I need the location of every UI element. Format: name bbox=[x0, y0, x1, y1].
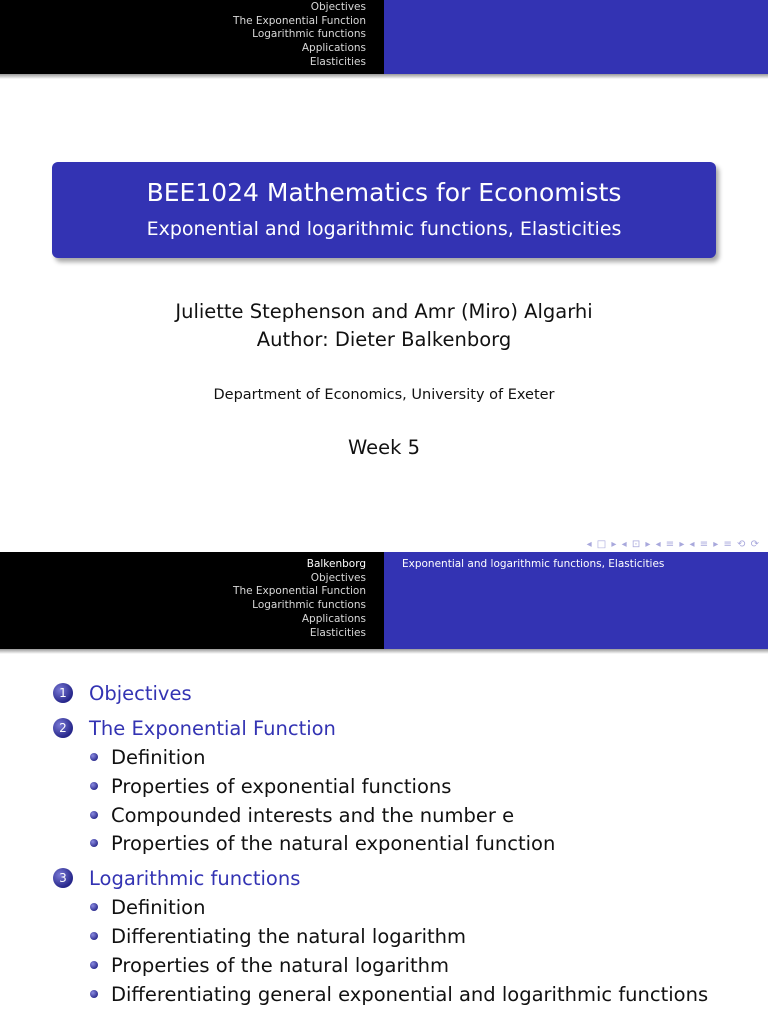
header-section-exponential[interactable]: The Exponential Function bbox=[233, 585, 366, 598]
header-section-elasticities[interactable]: Elasticities bbox=[309, 626, 366, 639]
toc-subsection-label: Properties of exponential functions bbox=[111, 774, 452, 798]
toc-section-objectives[interactable] bbox=[53, 680, 192, 706]
toc-section-exponential[interactable] bbox=[53, 715, 336, 741]
bullet-icon bbox=[90, 753, 98, 761]
presenters: Juliette Stephenson and Amr (Miro) Algarhi bbox=[175, 300, 593, 323]
section-number-ball: 3 bbox=[53, 868, 73, 888]
header-section-list bbox=[0, 0, 384, 74]
toc-subsection-label: Differentiating general exponential and logarithmic functions bbox=[111, 982, 709, 1006]
header-section-logarithmic[interactable]: Logarithmic functions bbox=[252, 28, 366, 41]
header-section-logarithmic[interactable]: Logarithmic functions bbox=[252, 599, 366, 612]
header-section-objectives[interactable]: Objectives bbox=[310, 571, 366, 584]
toc-subsection-label: Definition bbox=[111, 745, 206, 769]
presentation-title: BEE1024 Mathematics for Economists bbox=[146, 178, 622, 207]
toc-subsection-label: Differentiating the natural logarithm bbox=[111, 924, 467, 948]
toc-subsection[interactable] bbox=[90, 744, 205, 770]
toc-subsection[interactable] bbox=[90, 981, 708, 1007]
toc-subsection-label: Definition bbox=[111, 895, 206, 919]
header-title-panel bbox=[384, 0, 768, 74]
header-short-title: Exponential and logarithmic functions, Elasticities bbox=[402, 558, 665, 570]
bullet-icon bbox=[90, 961, 98, 969]
header-section-list bbox=[0, 552, 384, 649]
bullet-icon bbox=[90, 990, 98, 998]
toc-section-label: Objectives bbox=[89, 681, 192, 705]
header-section-applications[interactable]: Applications bbox=[301, 42, 366, 55]
week-label: Week 5 bbox=[347, 436, 421, 459]
title-box bbox=[52, 162, 716, 258]
toc-section-label: The Exponential Function bbox=[89, 716, 336, 740]
toc-subsection[interactable] bbox=[90, 952, 449, 978]
slide-header bbox=[0, 0, 768, 74]
toc-section-label: Logarithmic functions bbox=[89, 866, 301, 890]
bullet-icon bbox=[90, 932, 98, 940]
outline-slide bbox=[0, 552, 768, 1024]
header-title-panel bbox=[384, 552, 768, 649]
header-shadow bbox=[0, 74, 768, 79]
header-section-exponential[interactable]: The Exponential Function bbox=[233, 14, 366, 27]
toc-subsection-label: Properties of the natural logarithm bbox=[111, 953, 449, 977]
header-section-objectives[interactable]: Objectives bbox=[310, 1, 366, 13]
section-number-ball: 2 bbox=[53, 718, 73, 738]
toc-subsection[interactable] bbox=[90, 923, 466, 949]
author: Author: Dieter Balkenborg bbox=[256, 328, 512, 351]
header-shadow bbox=[0, 649, 768, 654]
bullet-icon bbox=[90, 839, 98, 847]
authors-block bbox=[0, 298, 768, 354]
toc-subsection[interactable] bbox=[90, 894, 205, 920]
toc-subsection-label: Compounded interests and the number e bbox=[111, 803, 515, 827]
toc-subsection-label: Properties of the natural exponential function bbox=[111, 831, 556, 855]
bullet-icon bbox=[90, 903, 98, 911]
toc-subsection[interactable] bbox=[90, 773, 451, 799]
header-section-applications[interactable]: Applications bbox=[301, 612, 366, 625]
header-author: Balkenborg bbox=[306, 558, 366, 570]
bullet-icon bbox=[90, 782, 98, 790]
toc-subsection[interactable] bbox=[90, 830, 555, 856]
navigation-symbols[interactable]: ◂ □ ▸ ◂ ⊡ ▸ ◂ ≡ ▸ ◂ ≡ ▸ ≡ ⟲ ⟳ bbox=[586, 539, 760, 550]
department: Department of Economics, University of Exeter bbox=[213, 387, 555, 403]
toc-subsection[interactable] bbox=[90, 802, 514, 828]
section-number-ball: 1 bbox=[53, 683, 73, 703]
slide-header bbox=[0, 552, 768, 649]
header-section-elasticities[interactable]: Elasticities bbox=[309, 55, 366, 68]
bullet-icon bbox=[90, 811, 98, 819]
presentation-subtitle: Exponential and logarithmic functions, Elasticities bbox=[146, 218, 622, 240]
toc-section-logarithmic[interactable] bbox=[53, 865, 300, 891]
